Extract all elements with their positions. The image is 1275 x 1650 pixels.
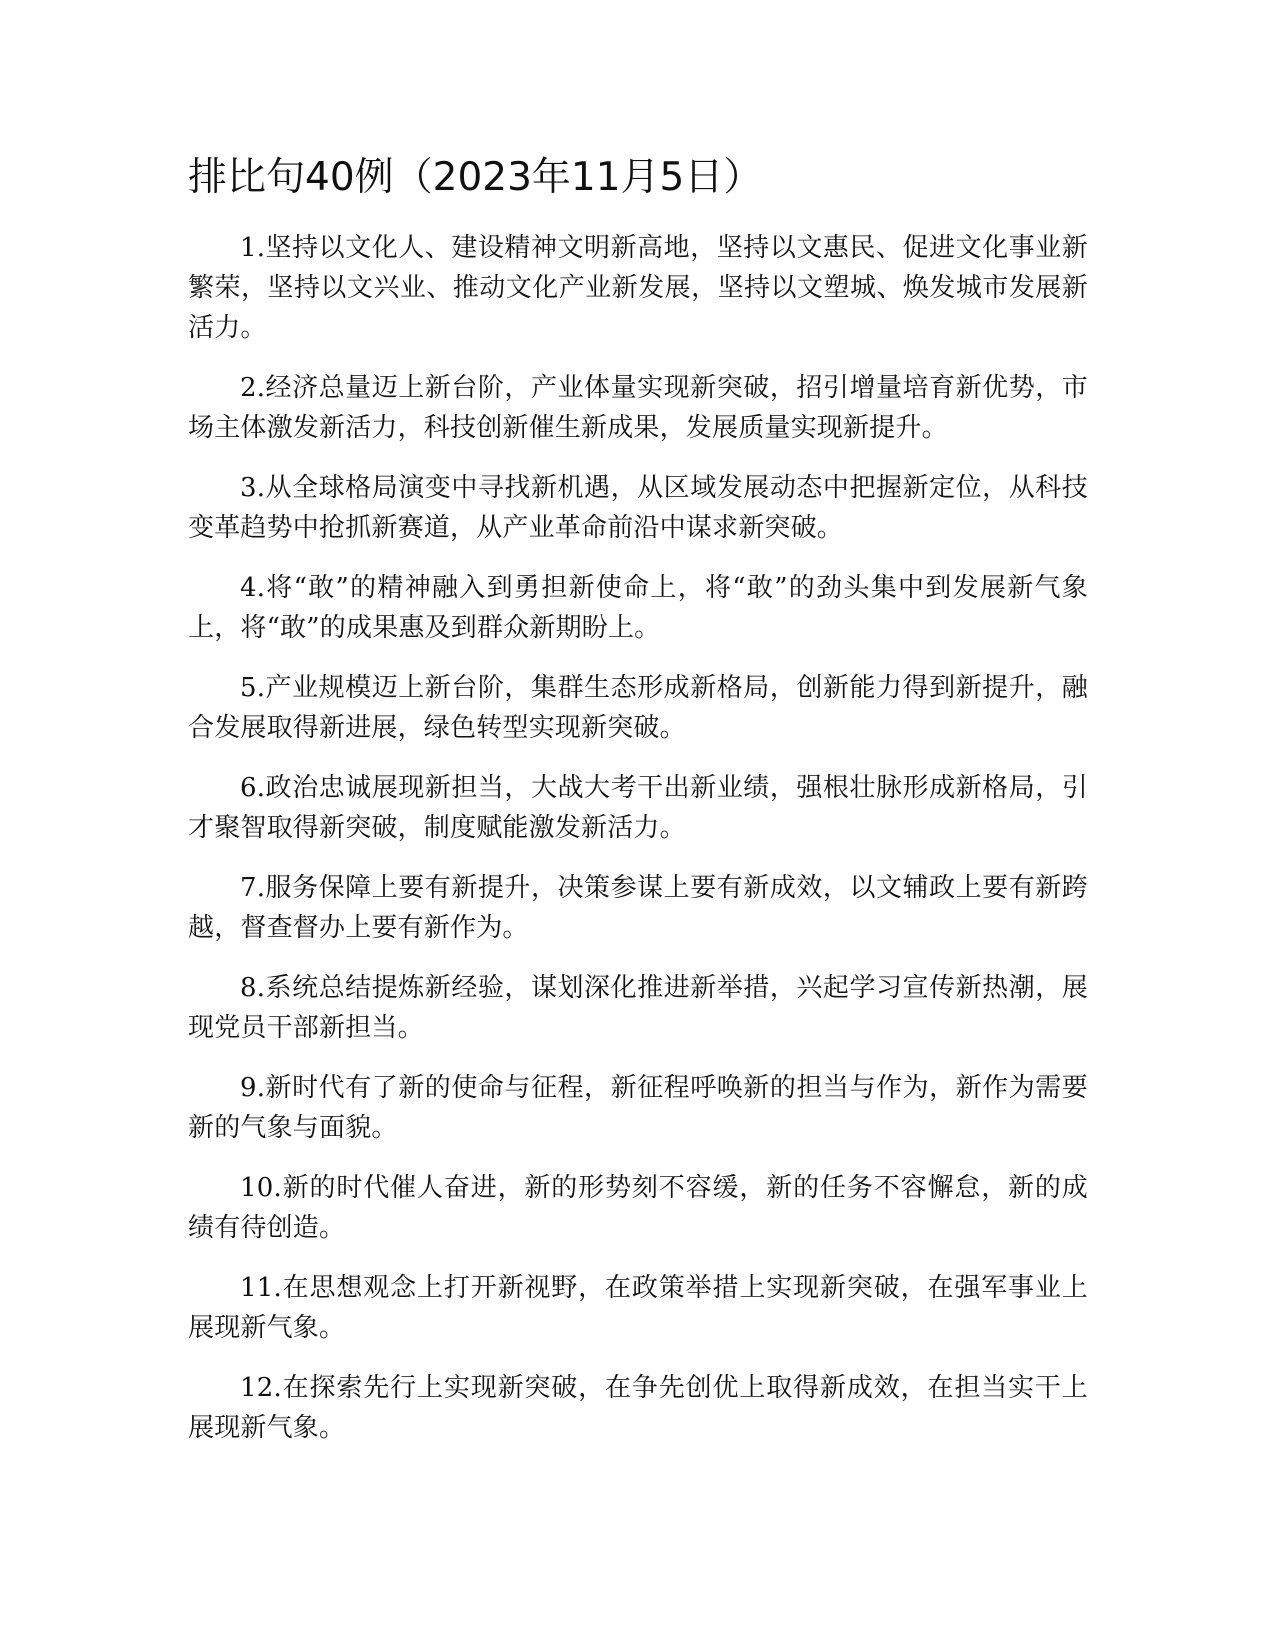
- paragraph-12: 12.在探索先行上实现新突破，在争先创优上取得新成效，在担当实干上展现新气象。: [188, 1373, 1088, 1443]
- paragraph-1: 1.坚持以文化人、建设精神文明新高地，坚持以文惠民、促进文化事业新繁荣，坚持以文兴业、推动文化产业新发展，坚持以文塑城、焕发城市发展新活力。: [188, 233, 1088, 343]
- paragraph-4: 4.将“敢”的精神融入到勇担新使命上，将“敢”的劲头集中到发展新气象上，将“敢”的成果惠及到群众新期盼上。: [188, 573, 1088, 643]
- paragraph-6: 6.政治忠诚展现新担当，大战大考干出新业绩，强根壮脉形成新格局，引才聚智取得新突破，制度赋能激发新活力。: [188, 773, 1088, 843]
- paragraph-10: 10.新的时代催人奋进，新的形势刻不容缓，新的任务不容懈怠，新的成绩有待创造。: [188, 1173, 1088, 1243]
- paragraph-8: 8.系统总结提炼新经验，谋划深化推进新举措，兴起学习宣传新热潮，展现党员干部新担当。: [188, 973, 1088, 1043]
- paragraph-3: 3.从全球格局演变中寻找新机遇，从区域发展动态中把握新定位，从科技变革趋势中抢抓新赛道，从产业革命前沿中谋求新突破。: [188, 473, 1088, 543]
- document-body: [188, 150, 1088, 1468]
- paragraph-7: 7.服务保障上要有新提升，决策参谋上要有新成效，以文辅政上要有新跨越，督查督办上要有新作为。: [188, 873, 1088, 943]
- paragraph-5: 5.产业规模迈上新台阶，集群生态形成新格局，创新能力得到新提升，融合发展取得新进展，绿色转型实现新突破。: [188, 673, 1088, 743]
- document-title: 排比句40例（2023年11月5日）: [188, 155, 763, 200]
- paragraph-9: 9.新时代有了新的使命与征程，新征程呼唤新的担当与作为，新作为需要新的气象与面貌。: [188, 1073, 1088, 1143]
- paragraph-11: 11.在思想观念上打开新视野，在政策举措上实现新突破，在强军事业上展现新气象。: [188, 1273, 1088, 1343]
- paragraph-2: 2.经济总量迈上新台阶，产业体量实现新突破，招引增量培育新优势，市场主体激发新活力，科技创新催生新成果，发展质量实现新提升。: [188, 373, 1088, 443]
